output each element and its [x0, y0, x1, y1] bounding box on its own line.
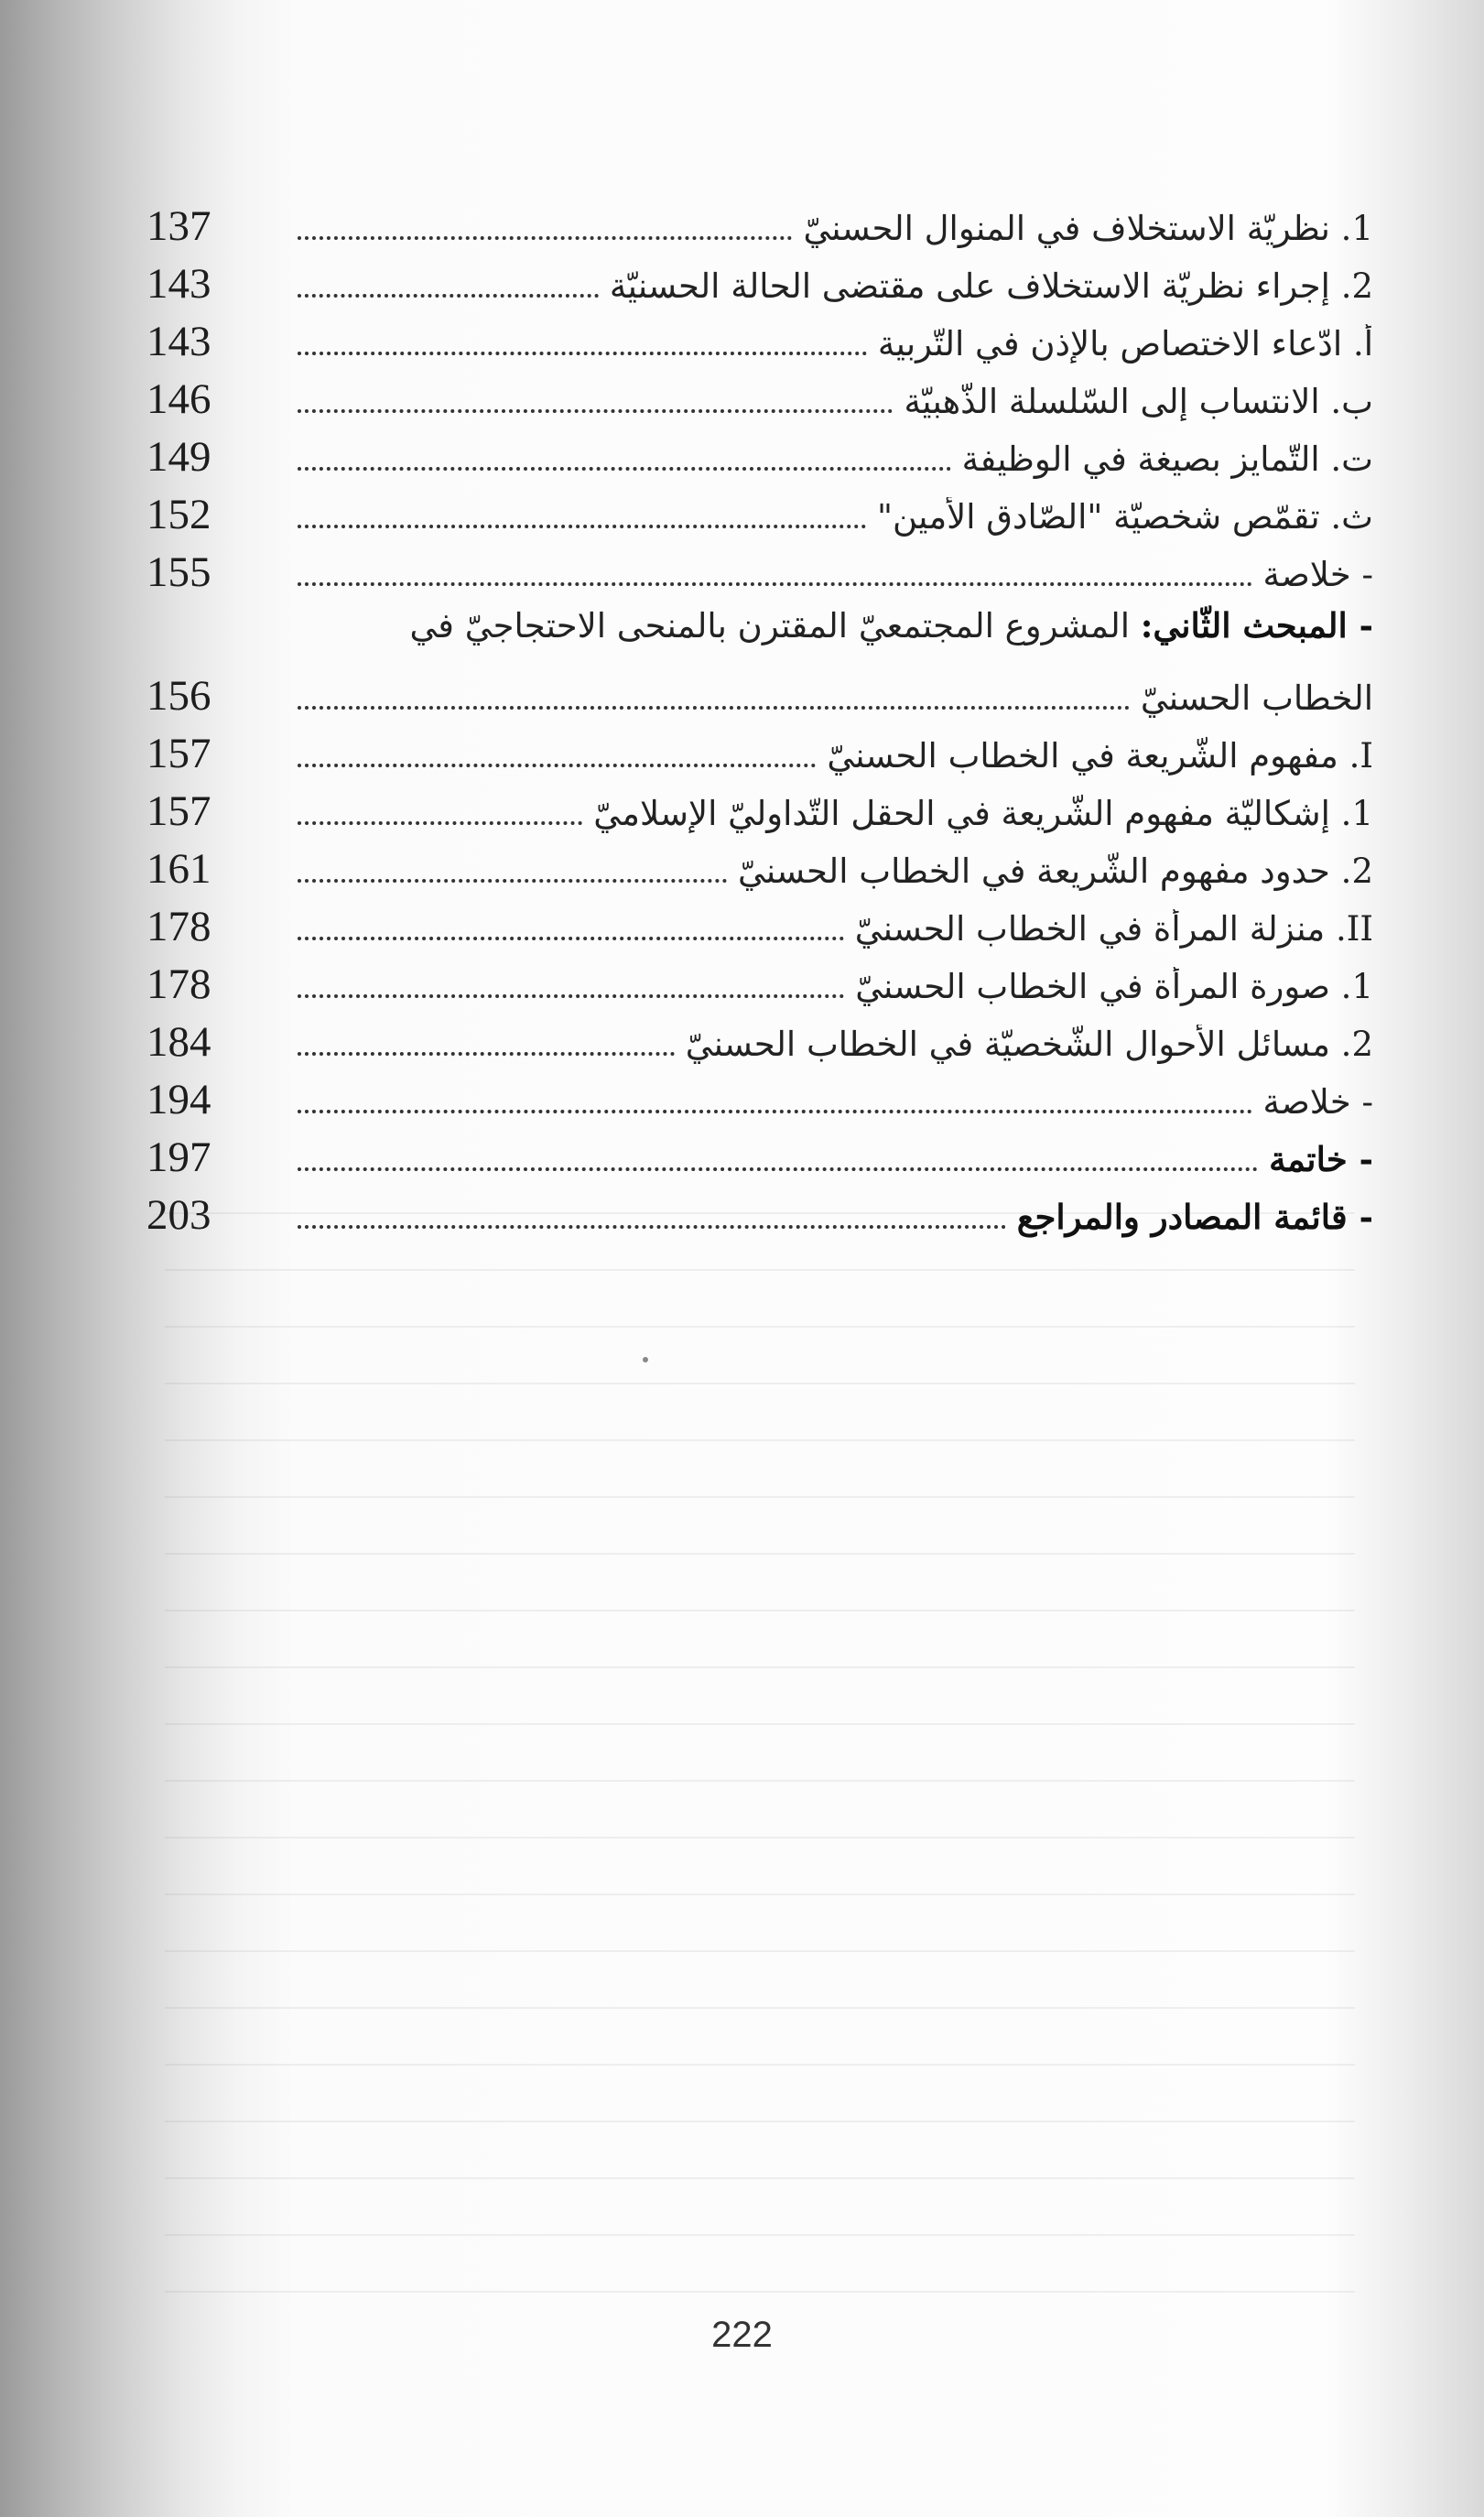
dot-leader: [298, 582, 1252, 586]
toc-entry-label: 1. نظريّة الاستخلاف في المنوال الحسنيّ: [803, 209, 1373, 248]
toc-page-number: 157: [146, 730, 211, 777]
dot-leader: [298, 821, 582, 825]
dot-leader: [298, 1110, 1252, 1113]
toc-page-number: 149: [146, 433, 211, 481]
toc-page-number: 157: [146, 787, 211, 835]
toc-page-number: 146: [146, 375, 211, 423]
dot-leader: [298, 525, 866, 528]
dot-leader: [298, 994, 844, 998]
table-of-contents: [146, 201, 1373, 1248]
scan-speck: [643, 1357, 648, 1362]
toc-entry: [146, 1190, 1373, 1248]
toc-page-number: 161: [146, 845, 211, 893]
toc-entry-label: - خاتمة: [1269, 1139, 1373, 1179]
dot-leader: [298, 1225, 1006, 1229]
toc-entry-label: 2. إجراء نظريّة الاستخلاف على مقتضى الحالة الحسنيّة: [609, 266, 1373, 306]
toc-page-number: 143: [146, 260, 211, 308]
toc-entry: [146, 1075, 1373, 1133]
toc-entry: [146, 490, 1373, 548]
section-heading-prefix: - المبحث الثّاني:: [1140, 605, 1373, 646]
toc-page-number: 155: [146, 548, 211, 596]
toc-entry-label: ب. الانتساب إلى السّلسلة الذّهبيّة: [904, 382, 1373, 421]
page-number: 222: [711, 2315, 773, 2355]
toc-page-number: 137: [146, 202, 211, 250]
toc-section-heading-line1: [275, 605, 1373, 646]
toc-entry: [146, 671, 1373, 729]
dot-leader: [298, 879, 727, 883]
toc-section-heading: [146, 605, 1373, 671]
dot-leader: [298, 764, 816, 767]
toc-entry-label: 2. حدود مفهوم الشّريعة في الخطاب الحسنيّ: [738, 852, 1373, 891]
toc-entry-label: - قائمة المصادر والمراجع: [1016, 1197, 1373, 1237]
toc-entry: [146, 548, 1373, 605]
toc-entry-label: I. مفهوم الشّريعة في الخطاب الحسنيّ: [827, 736, 1373, 776]
toc-entry-label: - خلاصة: [1262, 555, 1373, 594]
toc-entry: [146, 844, 1373, 902]
toc-entry: [146, 374, 1373, 432]
dot-leader: [298, 467, 951, 471]
dot-leader: [298, 706, 1130, 710]
toc-entry: [146, 787, 1373, 844]
toc-page-number: 156: [146, 672, 211, 720]
toc-page-number: 194: [146, 1076, 211, 1123]
toc-page-number: 203: [146, 1191, 211, 1239]
toc-entry: [146, 1017, 1373, 1075]
toc-entry-label: 1. إشكاليّة مفهوم الشّريعة في الحقل التّداوليّ الإسلاميّ: [593, 794, 1373, 833]
toc-page-number: 143: [146, 318, 211, 365]
dot-leader: [298, 1052, 675, 1056]
toc-entry-label: II. منزلة المرأة في الخطاب الحسنيّ: [854, 909, 1373, 949]
toc-page-number: 152: [146, 491, 211, 538]
dot-leader: [298, 294, 599, 298]
toc-entry: [146, 317, 1373, 374]
section-heading-text: المشروع المجتمعيّ المقترن بالمنحى الاحتجاجيّ في: [409, 606, 1130, 646]
bleed-through-text: [165, 1172, 1355, 2316]
toc-entry: [146, 960, 1373, 1017]
toc-entry: [146, 902, 1373, 960]
toc-entry-label: ت. التّمايز بصيغة في الوظيفة: [961, 439, 1373, 479]
dot-leader: [298, 236, 792, 240]
toc-entry-label: - خلاصة: [1262, 1082, 1373, 1122]
toc-page-number: 178: [146, 960, 211, 1008]
toc-entry: [146, 201, 1373, 259]
dot-leader: [298, 352, 867, 355]
toc-page-number: 197: [146, 1134, 211, 1181]
toc-entry-label: أ. ادّعاء الاختصاص بالإذن في التّربية: [877, 324, 1373, 363]
toc-page-number: 184: [146, 1018, 211, 1066]
toc-entry: [146, 432, 1373, 490]
dot-leader: [298, 937, 844, 940]
toc-page-number: 178: [146, 903, 211, 950]
toc-entry: [146, 259, 1373, 317]
dot-leader: [298, 1167, 1258, 1171]
toc-entry: [146, 1133, 1373, 1190]
toc-entry-label: الخطاب الحسنيّ: [1140, 678, 1373, 718]
toc-entry: [146, 729, 1373, 787]
dot-leader: [298, 409, 893, 413]
toc-entry-label: 1. صورة المرأة في الخطاب الحسنيّ: [855, 967, 1373, 1006]
toc-entry-label: 2. مسائل الأحوال الشّخصيّة في الخطاب الحسنيّ: [685, 1025, 1373, 1064]
toc-entry-label: ث. تقمّص شخصيّة "الصّادق الأمين": [876, 497, 1373, 537]
